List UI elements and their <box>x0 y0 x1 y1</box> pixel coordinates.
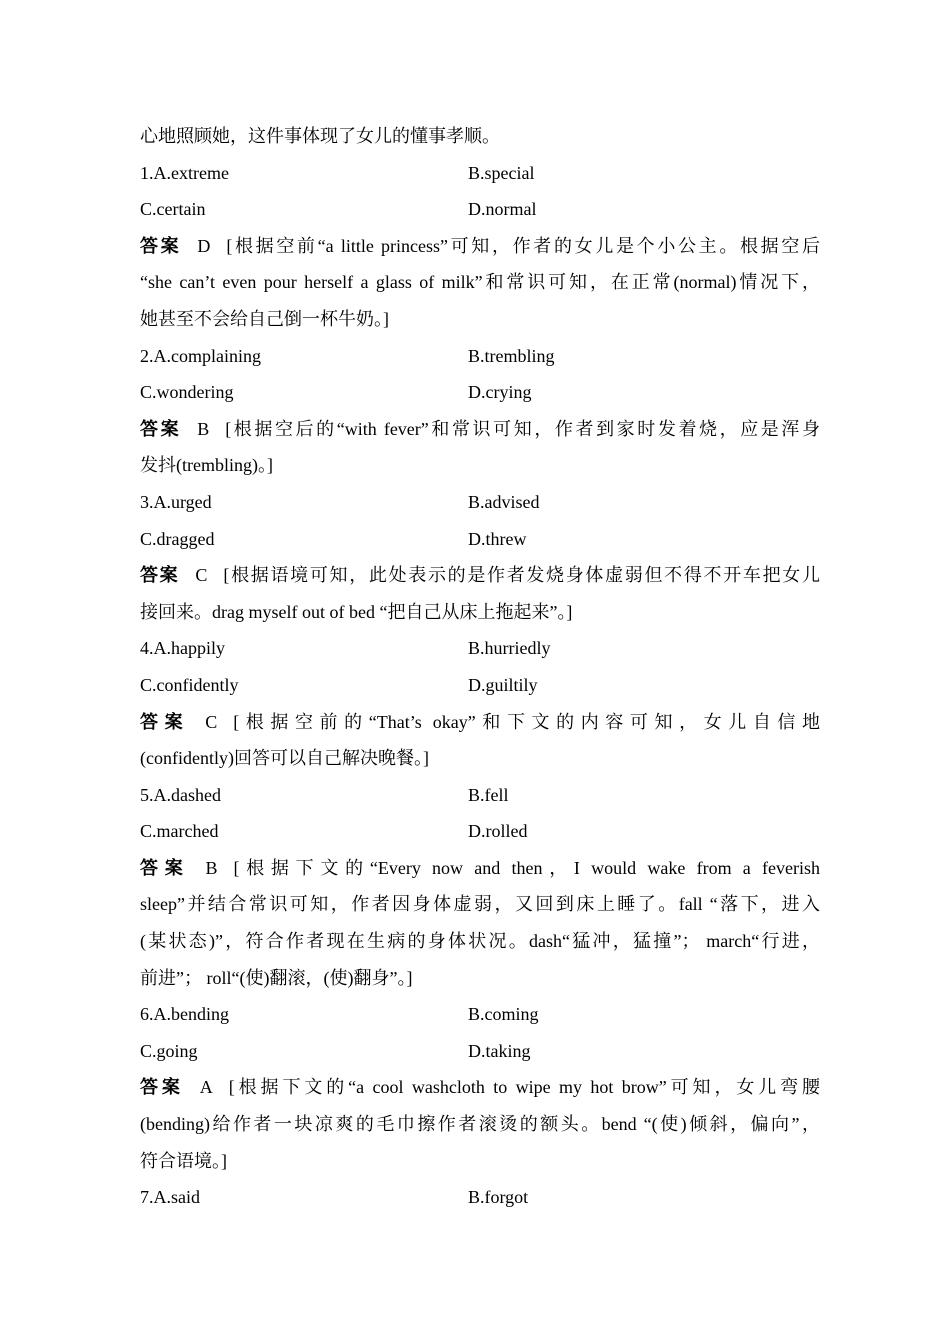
answer-label: 答案 <box>140 711 190 732</box>
answer-line <box>140 228 820 265</box>
answer-letter: D <box>197 235 211 256</box>
option: B.trembling <box>468 345 555 366</box>
options-row <box>140 338 820 375</box>
option: B.hurriedly <box>468 638 551 659</box>
explanation-line: sleep”并结合常识可知，作者因身体虚弱，又回到床上睡了。fall “落下，进入 <box>140 894 820 915</box>
option: D.guiltily <box>468 674 538 695</box>
answer-label: 答案 <box>140 1077 184 1098</box>
option: 7.A.said <box>140 1187 200 1208</box>
explanation-text: [根据语境可知，此处表示的是作者发烧身体虚弱但不得不开车把女儿 <box>223 565 820 586</box>
explanation-text: [根据空前的“That’s okay”和下文的内容可知，女儿自信地 <box>233 711 820 732</box>
option: B.coming <box>468 1004 539 1025</box>
explanation-text: [根据下文的“a cool washcloth to wipe my hot brow”可知，女儿弯腰 <box>228 1077 820 1098</box>
options-row <box>140 484 820 521</box>
explanation-line: 接回来。drag myself out of bed “把自己从床上拖起来”。] <box>140 601 573 622</box>
option: C.wondering <box>140 382 234 403</box>
option: 6.A.bending <box>140 1004 229 1025</box>
answer-label: 答案 <box>140 235 182 256</box>
option: B.special <box>468 162 535 183</box>
explanation-line: 发抖(trembling)。] <box>140 455 273 476</box>
option: D.taking <box>468 1040 531 1061</box>
document-page <box>140 118 820 1216</box>
options-row <box>140 155 820 192</box>
answer-line <box>140 850 820 887</box>
explanation-line: 前进”； roll“(使)翻滚，(使)翻身”。] <box>140 967 413 988</box>
answer-letter: B <box>205 857 218 878</box>
answer-label: 答案 <box>140 565 180 586</box>
answer-line <box>140 704 820 741</box>
answer-line <box>140 411 820 448</box>
explanation-line: 符合语境。] <box>140 1150 227 1171</box>
option: 5.A.dashed <box>140 784 221 805</box>
options-row <box>140 630 820 667</box>
option: C.going <box>140 1040 198 1061</box>
options-row <box>140 191 820 228</box>
option: 3.A.urged <box>140 491 212 512</box>
option: B.forgot <box>468 1187 529 1208</box>
answer-letter: C <box>195 565 208 586</box>
options-row <box>140 813 820 850</box>
explanation-text: [根据空前“a little princess”可知，作者的女儿是个小公主。根据空后 <box>226 235 820 256</box>
explanation-line: (bending)给作者一块凉爽的毛巾擦作者滚烫的额头。bend “(使)倾斜，偏向”， <box>140 1114 820 1135</box>
options-row <box>140 1179 820 1216</box>
options-row <box>140 777 820 814</box>
option: C.confidently <box>140 674 239 695</box>
option: 2.A.complaining <box>140 345 261 366</box>
answer-label: 答案 <box>140 418 182 439</box>
option: D.crying <box>468 382 532 403</box>
option: C.marched <box>140 821 219 842</box>
answer-line <box>140 1069 820 1106</box>
answer-label: 答案 <box>140 857 190 878</box>
options-row <box>140 667 820 704</box>
option: 1.A.extreme <box>140 162 229 183</box>
answer-letter: C <box>205 711 218 732</box>
options-row <box>140 996 820 1033</box>
option: D.threw <box>468 528 527 549</box>
option: D.rolled <box>468 821 528 842</box>
options-row <box>140 374 820 411</box>
option: D.normal <box>468 199 537 220</box>
explanation-line: (某状态)”，符合作者现在生病的身体状况。dash“猛冲，猛撞”； march“行进， <box>140 931 820 952</box>
intro-line: 心地照顾她，这件事体现了女儿的懂事孝顺。 <box>140 126 500 146</box>
explanation-line: 她甚至不会给自己倒一杯牛奶。] <box>140 308 389 329</box>
explanation-text: [根据空后的“with fever”和常识可知，作者到家时发着烧，应是浑身 <box>225 418 820 439</box>
option: B.advised <box>468 491 540 512</box>
option: B.fell <box>468 784 509 805</box>
answer-letter: A <box>199 1077 213 1098</box>
explanation-text: [根据下文的“Every now and then，I would wake from a feverish <box>233 857 820 878</box>
options-row <box>140 1033 820 1070</box>
answer-line <box>140 557 820 594</box>
explanation-line: (confidently)回答可以自己解决晚餐。] <box>140 748 429 769</box>
options-row <box>140 521 820 558</box>
answer-letter: B <box>197 418 210 439</box>
option: C.certain <box>140 199 206 220</box>
option: 4.A.happily <box>140 638 225 659</box>
explanation-line: “she can’t even pour herself a glass of milk”和常识可知，在正常(normal)情况下， <box>140 272 820 293</box>
option: C.dragged <box>140 528 215 549</box>
